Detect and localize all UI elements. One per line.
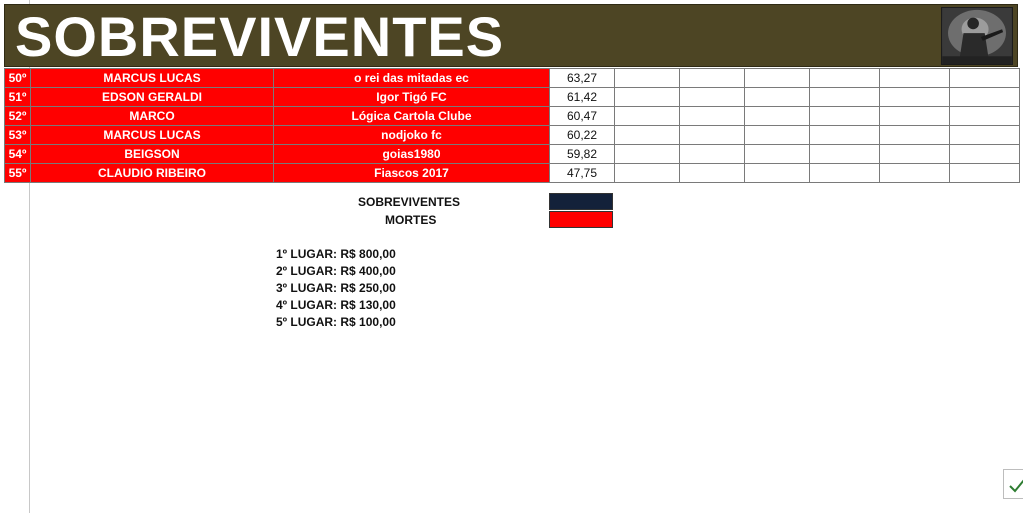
empty-cell[interactable] bbox=[950, 69, 1020, 88]
score-cell[interactable]: 60,22 bbox=[550, 126, 615, 145]
team-name-cell[interactable]: Igor Tigó FC bbox=[274, 88, 550, 107]
empty-cell[interactable] bbox=[615, 126, 680, 145]
table-row[interactable] bbox=[5, 164, 1020, 183]
position-cell[interactable]: 50º bbox=[5, 69, 31, 88]
position-cell[interactable]: 53º bbox=[5, 126, 31, 145]
empty-cell[interactable] bbox=[880, 107, 950, 126]
score-cell[interactable]: 47,75 bbox=[550, 164, 615, 183]
empty-cell[interactable] bbox=[880, 69, 950, 88]
position-cell[interactable]: 55º bbox=[5, 164, 31, 183]
empty-cell[interactable] bbox=[950, 164, 1020, 183]
empty-cell[interactable] bbox=[745, 164, 810, 183]
player-name-cell[interactable]: MARCO bbox=[31, 107, 274, 126]
player-name-cell[interactable]: MARCUS LUCAS bbox=[31, 69, 274, 88]
score-cell[interactable]: 59,82 bbox=[550, 145, 615, 164]
empty-cell[interactable] bbox=[615, 88, 680, 107]
table-row[interactable] bbox=[5, 69, 1020, 88]
table-row[interactable] bbox=[5, 145, 1020, 164]
team-name-cell[interactable]: o rei das mitadas ec bbox=[274, 69, 550, 88]
prize-second: 2º LUGAR: R$ 400,00 bbox=[276, 264, 396, 278]
empty-cell[interactable] bbox=[745, 69, 810, 88]
empty-cell[interactable] bbox=[810, 126, 880, 145]
table-row[interactable] bbox=[5, 107, 1020, 126]
ranking-table bbox=[4, 68, 1020, 183]
table-row[interactable] bbox=[5, 126, 1020, 145]
empty-cell[interactable] bbox=[950, 145, 1020, 164]
prize-first: 1º LUGAR: R$ 800,00 bbox=[276, 247, 396, 261]
player-name-cell[interactable]: MARCUS LUCAS bbox=[31, 126, 274, 145]
legend-survivors-label: SOBREVIVENTES bbox=[358, 195, 461, 209]
empty-cell[interactable] bbox=[950, 107, 1020, 126]
soldier-photo-icon bbox=[941, 7, 1013, 65]
empty-cell[interactable] bbox=[810, 107, 880, 126]
empty-cell[interactable] bbox=[680, 145, 745, 164]
empty-cell[interactable] bbox=[615, 164, 680, 183]
empty-cell[interactable] bbox=[950, 88, 1020, 107]
empty-cell[interactable] bbox=[880, 164, 950, 183]
checkmark-icon[interactable] bbox=[1003, 469, 1023, 499]
empty-cell[interactable] bbox=[680, 69, 745, 88]
empty-cell[interactable] bbox=[880, 126, 950, 145]
player-name-cell[interactable]: BEIGSON bbox=[31, 145, 274, 164]
page-title: SOBREVIVENTES bbox=[15, 5, 505, 68]
empty-cell[interactable] bbox=[615, 69, 680, 88]
empty-cell[interactable] bbox=[745, 107, 810, 126]
empty-cell[interactable] bbox=[880, 145, 950, 164]
empty-cell[interactable] bbox=[880, 88, 950, 107]
empty-cell[interactable] bbox=[680, 88, 745, 107]
table-row[interactable] bbox=[5, 88, 1020, 107]
empty-cell[interactable] bbox=[950, 126, 1020, 145]
empty-cell[interactable] bbox=[810, 164, 880, 183]
prize-third: 3º LUGAR: R$ 250,00 bbox=[276, 281, 396, 295]
header-banner bbox=[4, 4, 1018, 67]
empty-cell[interactable] bbox=[680, 126, 745, 145]
team-name-cell[interactable]: Lógica Cartola Clube bbox=[274, 107, 550, 126]
empty-cell[interactable] bbox=[810, 145, 880, 164]
position-cell[interactable]: 51º bbox=[5, 88, 31, 107]
team-name-cell[interactable]: goias1980 bbox=[274, 145, 550, 164]
score-cell[interactable]: 63,27 bbox=[550, 69, 615, 88]
prize-fifth: 5º LUGAR: R$ 100,00 bbox=[276, 315, 396, 329]
empty-cell[interactable] bbox=[810, 69, 880, 88]
empty-cell[interactable] bbox=[745, 88, 810, 107]
empty-cell[interactable] bbox=[680, 164, 745, 183]
score-cell[interactable]: 60,47 bbox=[550, 107, 615, 126]
player-name-cell[interactable]: CLAUDIO RIBEIRO bbox=[31, 164, 274, 183]
legend-survivors-swatch[interactable] bbox=[549, 193, 613, 210]
player-name-cell[interactable]: EDSON GERALDI bbox=[31, 88, 274, 107]
prize-fourth: 4º LUGAR: R$ 130,00 bbox=[276, 298, 396, 312]
empty-cell[interactable] bbox=[615, 145, 680, 164]
empty-cell[interactable] bbox=[745, 126, 810, 145]
position-cell[interactable]: 54º bbox=[5, 145, 31, 164]
team-name-cell[interactable]: nodjoko fc bbox=[274, 126, 550, 145]
score-cell[interactable]: 61,42 bbox=[550, 88, 615, 107]
legend-deaths-swatch[interactable] bbox=[549, 211, 613, 228]
empty-cell[interactable] bbox=[680, 107, 745, 126]
team-name-cell[interactable]: Fiascos 2017 bbox=[274, 164, 550, 183]
legend-deaths-label: MORTES bbox=[385, 213, 437, 227]
position-cell[interactable]: 52º bbox=[5, 107, 31, 126]
empty-cell[interactable] bbox=[810, 88, 880, 107]
empty-cell[interactable] bbox=[745, 145, 810, 164]
empty-cell[interactable] bbox=[615, 107, 680, 126]
